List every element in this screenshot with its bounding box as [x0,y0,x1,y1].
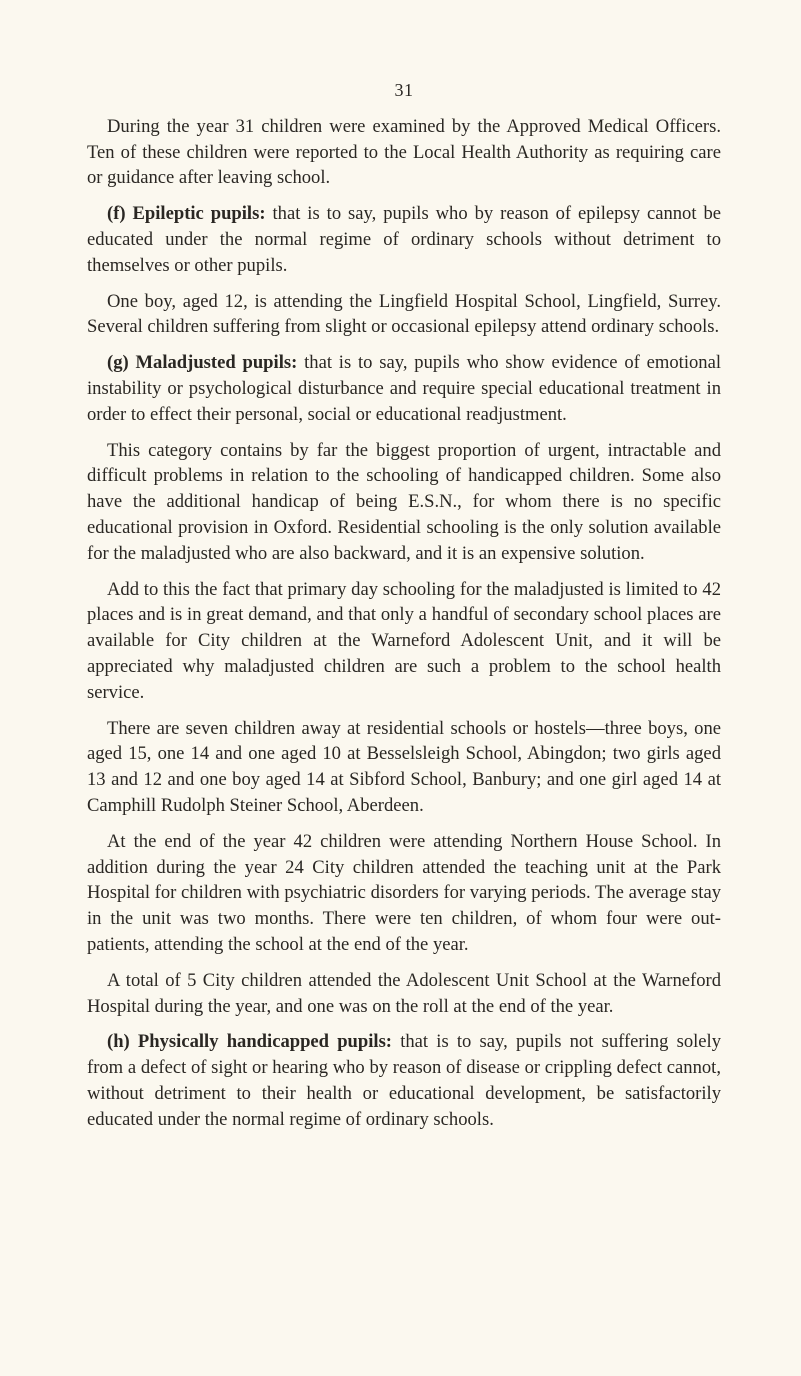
paragraph-approved-medical-officers [87,114,721,191]
paragraph-physically-handicapped-pupils [87,1029,721,1132]
section-heading-epileptic-pupils: (f) Epileptic pupils: [107,203,266,225]
paragraph-text: A total of 5 City children attended the Adolescent Unit School at the Warneford Hospital during the year, and one was on the roll at the end of the year. [87,969,721,1017]
paragraph-text: that is to say, pupils who show evidence of emotional instability or psychological disturbance and require special educational treatment in order to effect their personal, social or educational readjustment. [87,352,722,425]
paragraph-text: This category contains by far the biggest proportion of urgent, intractable and difficult problems in relation to the schooling of handicapped children. Some also have the additional handicap of being E.S.N., for whom there is no specific educational provision in Oxford. Residential schooling is the only solution available for the maladjusted who are also backward, and it is an expensive solution. [87,439,721,564]
paragraph-category-problems [87,438,721,567]
paragraph-lingfield [87,289,721,341]
paragraph-text: During the year 31 children were examined by the Approved Medical Officers. Ten of these children were reported to the Local Health Authority as requiring care or guidance after leaving school. [87,115,721,189]
paragraph-text: that is to say, pupils not suffering solely from a defect of sight or hearing who by reason of disease or crippling defect cannot, without detriment to their health or educational development, be satisfactorily educated under the normal regime of ordinary schools. [87,1031,721,1130]
paragraph-maladjusted-pupils [87,350,721,427]
paragraph-primary-day-schooling [87,577,721,706]
document-page [87,78,721,1142]
section-heading-maladjusted-pupils: (g) Maladjusted pupils: [107,352,298,374]
paragraph-text: that is to say, pupils who by reason of epilepsy cannot be educated under the normal regime of ordinary schools without detriment to themselves or other pupils. [87,203,721,276]
page-number: 31 [394,80,414,100]
paragraph-text: At the end of the year 42 children were attending Northern House School. In addition during the year 24 City children attended the teaching unit at the Park Hospital for children with psychiatric disorders for varying periods. The average stay in the unit was two months. There were ten children, of whom four were out-patients, attending the school at the end of the year. [87,830,721,955]
paragraph-epileptic-pupils [87,201,721,278]
paragraph-text: Add to this the fact that primary day schooling for the maladjusted is limited to 42 places and is in great demand, and that only a handful of secondary school places are available for City children at the Warneford Adolescent Unit, and it will be appreciated why maladjusted children are such a problem to the school health service. [87,578,721,703]
paragraph-warneford-hospital [87,968,721,1020]
paragraph-northern-house [87,829,721,958]
paragraph-residential-schools [87,716,721,819]
paragraph-text: One boy, aged 12, is attending the Lingfield Hospital School, Lingfield, Surrey. Several children suffering from slight or occasional epilepsy attend ordinary schools. [87,290,721,338]
paragraph-text: There are seven children away at residential schools or hostels—three boys, one aged 15, one 14 and one aged 10 at Besselsleigh School, Abingdon; two girls aged 13 and 12 and one boy aged 14 at Sibford School, Banbury; and one girl aged 14 at Camphill Rudolph Steiner School, Aberdeen. [87,717,721,816]
section-heading-physically-handicapped-pupils: (h) Physically handicapped pupils: [107,1031,392,1053]
